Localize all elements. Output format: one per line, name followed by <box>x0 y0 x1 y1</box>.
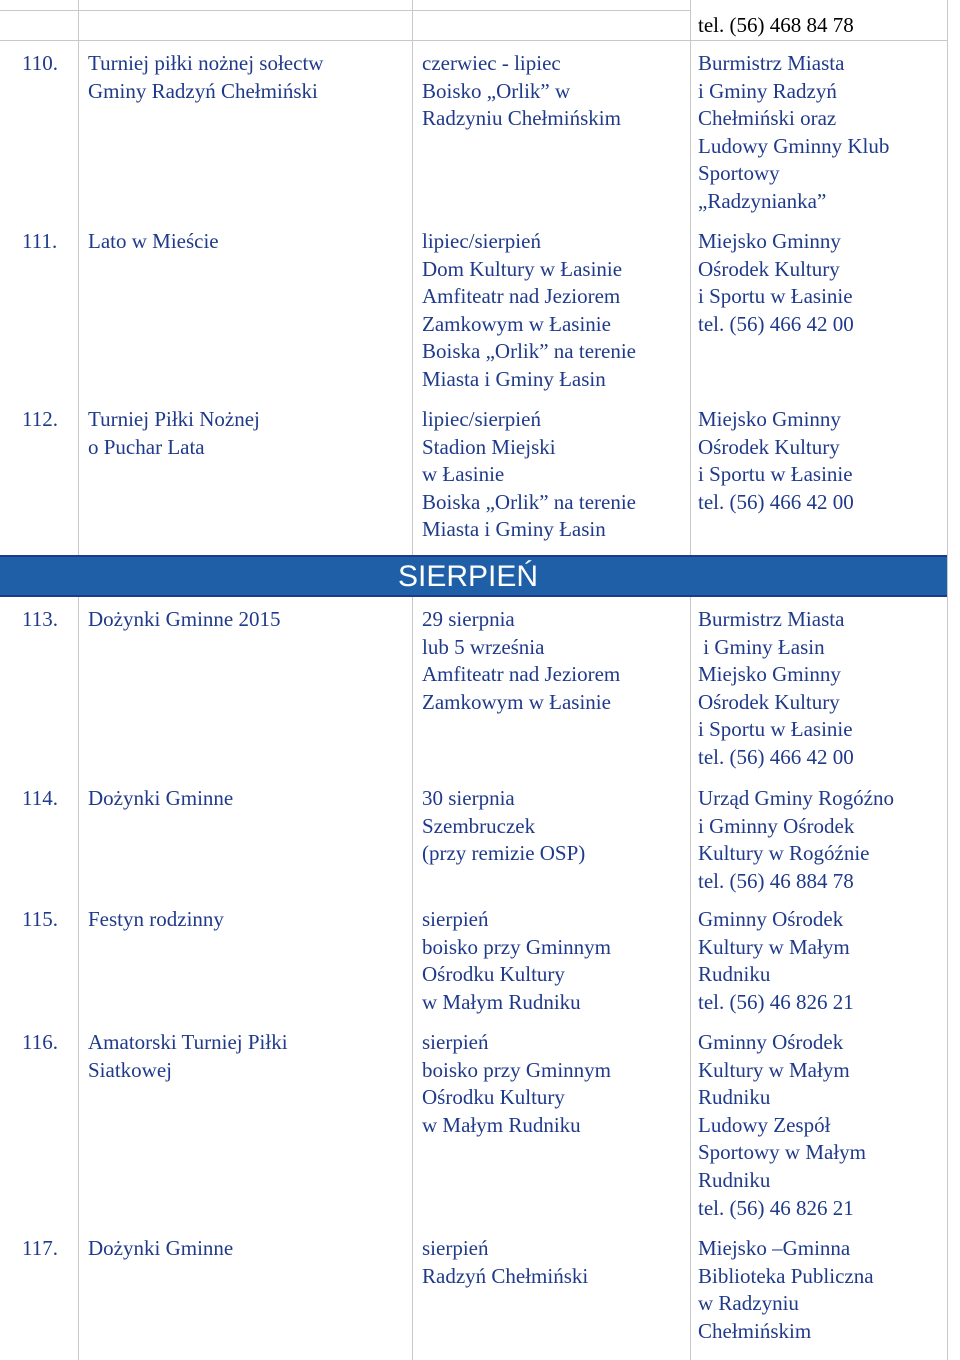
event-date-place: sierpień boisko przy Gminnym Ośrodku Kultury w Małym Rudniku <box>422 1030 611 1137</box>
event-organizer: Gminny Ośrodek Kultury w Małym Rudniku Ludowy Zespół Sportowy w Małym Rudniku tel. (56) 46 826 21 <box>698 1030 866 1220</box>
event-number: 110. <box>22 51 58 75</box>
event-number: 112. <box>22 407 58 431</box>
event-date-place: czerwiec - lipiec Boisko „Orlik” w Radzyniu Chełmińskim <box>422 51 621 131</box>
grid-line <box>0 40 947 41</box>
event-date-place: lipiec/sierpień Stadion Miejski w Łasinie Boiska „Orlik” na terenie Miasta i Gminy Łasin <box>422 407 636 542</box>
month-header-bar <box>0 555 947 597</box>
event-title: Dożynki Gminne <box>88 786 234 810</box>
organizer-line: tel. (56) 468 84 78 <box>698 13 854 37</box>
event-number: 117. <box>22 1236 58 1260</box>
month-header: SIERPIEŃ <box>398 560 539 593</box>
event-title: Dożynki Gminne <box>88 1236 234 1260</box>
event-organizer: Burmistrz Miasta i Gminy Łasin Miejsko Gminny Ośrodek Kultury i Sportu w Łasinie tel. (56) 466 42 00 <box>698 607 854 769</box>
event-date-place: 29 sierpnia lub 5 września Amfiteatr nad Jeziorem Zamkowym w Łasinie <box>422 607 621 714</box>
grid-line <box>690 0 691 1360</box>
event-title: Amatorski Turniej Piłki Siatkowej <box>88 1030 288 1082</box>
event-number: 115. <box>22 907 58 931</box>
grid-line <box>78 0 79 1360</box>
event-number: 116. <box>22 1030 58 1054</box>
event-organizer: Burmistrz Miasta i Gminy Radzyń Chełmiński oraz Ludowy Gminny Klub Sportowy „Radzynianka” <box>698 51 890 213</box>
event-number: 114. <box>22 786 58 810</box>
grid-line <box>0 10 690 11</box>
event-organizer: Miejsko –Gminna Biblioteka Publiczna w Radzyniu Chełmińskim <box>698 1236 874 1343</box>
event-organizer: Gminny Ośrodek Kultury w Małym Rudniku tel. (56) 46 826 21 <box>698 907 854 1014</box>
event-title: Turniej piłki nożnej sołectw Gminy Radzyń Chełmiński <box>88 51 324 103</box>
event-date-place: lipiec/sierpień Dom Kultury w Łasinie Amfiteatr nad Jeziorem Zamkowym w Łasinie Boiska „Orlik” na terenie Miasta i Gminy Łasin <box>422 229 636 391</box>
event-organizer: Miejsko Gminny Ośrodek Kultury i Sportu w Łasinie tel. (56) 466 42 00 <box>698 229 854 336</box>
event-organizer: Miejsko Gminny Ośrodek Kultury i Sportu w Łasinie tel. (56) 466 42 00 <box>698 407 854 514</box>
top-organizer-tail <box>698 12 854 40</box>
event-number: 113. <box>22 607 58 631</box>
event-title: Dożynki Gminne 2015 <box>88 607 281 631</box>
event-date-place: sierpień boisko przy Gminnym Ośrodku Kultury w Małym Rudniku <box>422 907 611 1014</box>
event-title: Turniej Piłki Nożnej o Puchar Lata <box>88 407 260 459</box>
event-date-place: 30 sierpnia Szembruczek (przy remizie OSP) <box>422 786 586 866</box>
event-title: Lato w Mieście <box>88 229 219 253</box>
event-date-place: sierpień Radzyń Chełmiński <box>422 1236 589 1288</box>
event-number: 111. <box>22 229 58 253</box>
grid-line <box>412 0 413 1360</box>
event-title: Festyn rodzinny <box>88 907 224 931</box>
event-organizer: Urząd Gminy Rogóźno i Gminny Ośrodek Kultury w Rogóźnie tel. (56) 46 884 78 <box>698 786 894 893</box>
